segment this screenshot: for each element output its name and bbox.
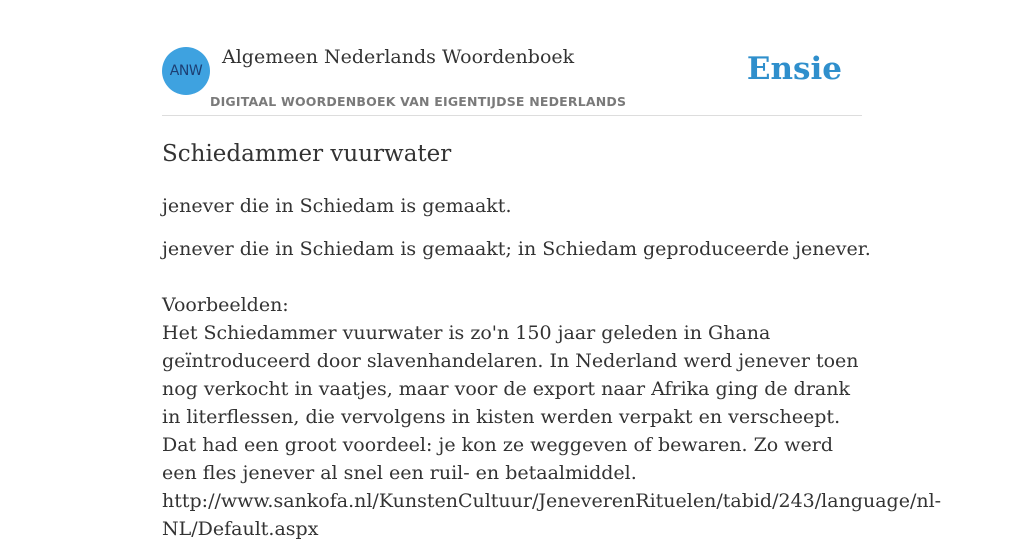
anw-logo[interactable] — [162, 47, 210, 95]
examples-label: Voorbeelden: — [162, 294, 289, 316]
site-title[interactable]: Algemeen Nederlands Woordenboek — [222, 46, 575, 68]
logo-text: ANW — [169, 63, 203, 79]
source-url: http://www.sankofa.nl/KunstenCultuur/JeneverenRituelen/tabid/243/language/nl-NL/Default.aspx — [162, 490, 942, 540]
entry-title: Schiedammer vuurwater — [162, 141, 452, 167]
long-definition: jenever die in Schiedam is gemaakt; in Schiedam geproduceerde jenever. — [162, 238, 871, 260]
header-divider — [162, 115, 862, 116]
examples-block — [162, 291, 942, 543]
site-subtitle: DIGITAAL WOORDENBOEK VAN EIGENTIJDSE NEDERLANDS — [210, 94, 627, 109]
entry-content — [162, 138, 942, 543]
short-definition: jenever die in Schiedam is gemaakt. — [162, 195, 512, 217]
example-text: Het Schiedammer vuurwater is zo'n 150 jaar geleden in Ghana geïntroduceerd door slavenhandelaren. In Nederland werd jenever toen nog verkocht in vaatjes, maar voor de export naar Afrika ging de drank in literflessen, die vervolgens in kisten werden verpakt en verscheept. Dat had een groot voordeel: je kon ze weggeven of bewaren. Zo werd een fles jenever al snel een ruil- en betaalmiddel. — [162, 322, 859, 484]
ensie-brand-link[interactable]: Ensie — [746, 51, 842, 87]
site-header — [162, 46, 862, 116]
